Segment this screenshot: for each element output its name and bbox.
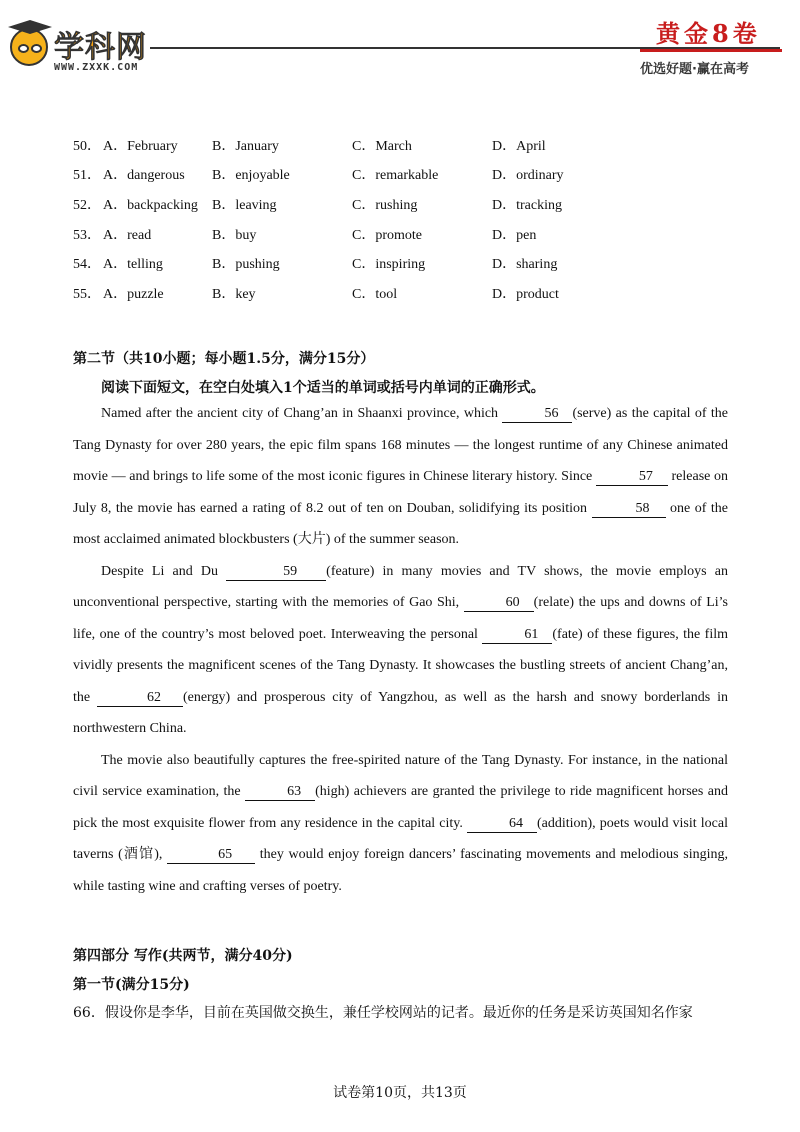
blank-60[interactable]: 60 <box>464 595 534 612</box>
logo-text: 学科网 <box>54 30 147 65</box>
brand-subtitle: 优选好题·赢在高考 <box>640 62 749 77</box>
blank-62[interactable]: 62 <box>97 690 183 707</box>
blank-57[interactable]: 57 <box>596 469 668 486</box>
blank-65[interactable]: 65 <box>167 847 255 864</box>
question-row-52 <box>73 189 673 219</box>
option-b: B．buy <box>212 227 257 243</box>
logo-url: WWW.ZXXK.COM <box>54 62 139 73</box>
brand-title: 黄金8卷 <box>656 19 761 48</box>
option-d: D．sharing <box>492 257 558 273</box>
blank-61[interactable]: 61 <box>482 627 552 644</box>
blank-56[interactable]: 56 <box>502 406 572 423</box>
question-row-55 <box>73 278 673 308</box>
option-a: A．backpacking <box>103 197 198 213</box>
blank-63[interactable]: 63 <box>245 784 315 801</box>
part4-subtitle: 第一节(满分15分) <box>73 977 190 993</box>
option-d: D．pen <box>492 227 537 243</box>
section-instruction: 阅读下面短文，在空白处填入1个适当的单词或括号内单词的正确形式。 <box>101 380 545 396</box>
passage <box>73 398 728 902</box>
page-footer: 试卷第10页，共13页 <box>333 1085 467 1101</box>
question-number: 55． <box>73 286 101 302</box>
option-b: B．key <box>212 286 256 302</box>
option-b: B．enjoyable <box>212 168 290 184</box>
option-a: A．February <box>103 138 178 154</box>
blank-59[interactable]: 59 <box>226 564 326 581</box>
blank-58[interactable]: 58 <box>592 501 666 518</box>
question-row-54 <box>73 248 673 278</box>
option-a: A．read <box>103 227 152 243</box>
question-row-51 <box>73 160 673 190</box>
option-c: C．rushing <box>352 197 418 213</box>
option-b: B．January <box>212 138 279 154</box>
question-number: 54． <box>73 257 101 273</box>
paragraph-3: The movie also beautifully captures the free-spirited nature of the Tang Dynasty. For instance, in the national civil service examination, the 63 (high) achievers are granted the privilege to ride magnificent horses and pick the most exquisite flower from any residence in the capital city. 64 (addition), poets would visit local taverns (酒馆), 65 they would enjoy foreign dancers’ fascinating movements and melodious singing, while tasting wine and crafting verses of poetry. <box>73 752 728 894</box>
option-c: C．promote <box>352 227 422 243</box>
question-66: 66．假设你是李华，目前在英国做交换生，兼任学校网站的记者。最近你的任务是采访英国知名作家 <box>73 1005 693 1021</box>
option-b: B．leaving <box>212 197 277 213</box>
paragraph-1: Named after the ancient city of Chang’an in Shaanxi province, which 56 (serve) as the capital of the Tang Dynasty for over 280 years, the epic film spans 168 minutes — the longest runtime of any Chinese animated movie — and brings to life some of the most iconic figures in Chinese literary history. Since 57 release on July 8, the movie has earned a rating of 8.2 out of ten on Douban, solidifying its position 58 one of the most acclaimed animated blockbusters (大片) of the summer season. <box>73 406 728 547</box>
option-c: C．inspiring <box>352 257 426 273</box>
question-number: 52． <box>73 197 101 213</box>
option-d: D．April <box>492 138 546 154</box>
option-c: C．March <box>352 138 412 154</box>
option-a: A．puzzle <box>103 286 164 302</box>
logo-mascot-icon <box>10 28 48 66</box>
paragraph-2: Despite Li and Du 59 (feature) in many movies and TV shows, the movie employs an unconventional perspective, starting with the memories of Gao Shi, 60 (relate) the ups and downs of Li’s life, one of the country’s most beloved poet. Interweaving the personal 61 (fate) of these figures, the film vividly presents the magnificent scenes of the Tang Dynasty. It showcases the bustling streets of ancient Chang’an, the 62 (energy) and prosperous city of Yangzhou, as well as the harsh and snowy borderlands in northwestern China. <box>73 563 729 736</box>
page-header <box>0 0 800 85</box>
option-d: D．tracking <box>492 197 562 213</box>
question-number: 53． <box>73 227 101 243</box>
option-c: C．remarkable <box>352 168 439 184</box>
question-number: 51． <box>73 168 101 184</box>
option-a: A．dangerous <box>103 168 185 184</box>
part4-title: 第四部分 写作(共两节，满分40分) <box>73 948 293 964</box>
option-b: B．pushing <box>212 257 280 273</box>
option-d: D．ordinary <box>492 168 564 184</box>
option-a: A．telling <box>103 257 163 273</box>
question-row-50 <box>73 130 673 160</box>
question-row-53 <box>73 219 673 249</box>
brand-underline <box>640 49 782 52</box>
option-d: D．product <box>492 286 559 302</box>
question-number: 50． <box>73 138 101 154</box>
section-title: 第二节（共10小题；每小题1.5分，满分15分） <box>73 351 375 367</box>
option-c: C．tool <box>352 286 398 302</box>
options-list <box>73 130 673 308</box>
blank-64[interactable]: 64 <box>467 816 537 833</box>
